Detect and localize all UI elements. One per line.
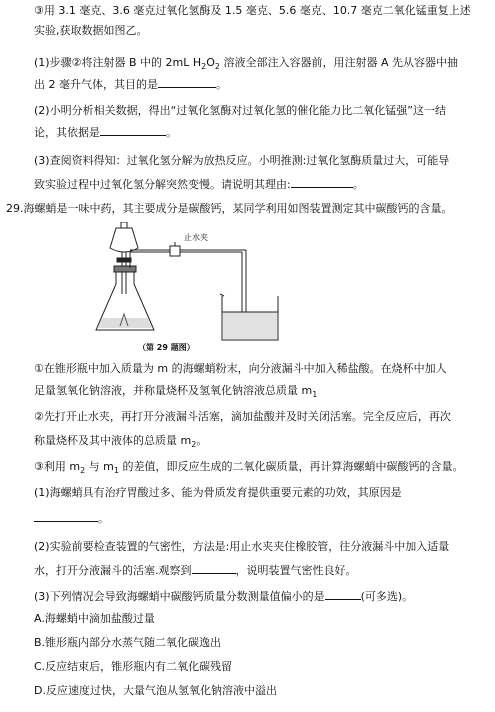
text-part: 。 — [166, 126, 177, 139]
question-2-cont — [34, 124, 495, 140]
text-part: (1)步骤②将注射器 B 中的 2mL H — [34, 56, 202, 69]
part-1: (1)海螺蛸具有治疗胃酸过多、能为骨质发育提供重要元素的功效，其原因是 — [34, 486, 402, 499]
subscript: 2 — [191, 440, 197, 450]
option-c: C.反应结束后，锥形瓶内有二氧化碳残留 — [34, 660, 233, 673]
step-1: ①在锥形瓶中加入质量为 m 的海螺蛸粉末，向分液漏斗中加入稀盐酸。在烧杯中加人 — [34, 362, 447, 375]
step-2: ②先打开止水夹，再打开分液漏斗活塞，滴加盐酸并及时关闭活塞。完全反应后，再次 — [34, 410, 451, 423]
text-part: 。 — [196, 434, 208, 447]
answer-blank[interactable] — [291, 176, 353, 188]
text-part: 。 — [216, 78, 227, 91]
question-3-cont — [34, 176, 495, 192]
step-2-cont — [34, 434, 495, 452]
part-1-cont — [34, 510, 495, 526]
text-part: 与 m — [85, 460, 114, 473]
conical-flask — [96, 266, 154, 330]
question-1 — [34, 56, 495, 74]
option-a: A.海螺蛸中滴加盐酸过量 — [34, 612, 155, 625]
text-part: ③利用 m — [34, 460, 81, 473]
beaker — [220, 294, 278, 340]
clamp-label: 止水夹 — [184, 233, 208, 242]
text-part: 称量烧杯及其中液体的总质量 m — [34, 434, 192, 447]
step-3 — [34, 460, 495, 478]
text-part: 溶液全部注入容器前，用注射器 A 先从容器中抽 — [219, 56, 458, 69]
text-line: 实验,获取数据如图乙。 — [34, 24, 148, 37]
answer-blank[interactable] — [158, 76, 216, 88]
text-part: 的差值，即反应生成的二氧化碳质量，再计算海螺蛸中碳酸钙的含量。 — [118, 460, 464, 473]
text-part: 出 2 毫升气体，其目的是 — [34, 78, 158, 91]
step-1-cont — [34, 384, 495, 402]
subscript: 1 — [113, 466, 119, 476]
question-1-cont — [34, 76, 495, 92]
text-part: 。 — [352, 178, 364, 191]
text-part: 水，打开分液漏斗的活塞.观察到 — [34, 564, 192, 577]
text-part: 论，其依据是 — [34, 126, 100, 139]
subscript: 2 — [80, 466, 86, 476]
question-2: (2)小明分析相关数据，得出“过氧化氢酶对过氧化氢的催化能力比二氧化锰强”这一结 — [34, 104, 446, 117]
text-part: 足量氢氧化钠溶液，并称量烧杯及氢氧化钠溶液总质量 m — [34, 384, 313, 397]
part-3 — [34, 588, 495, 604]
question-29-title: 29.海螺蛸是一味中药，其主要成分是碳酸钙，某同学利用如图装置测定其中碳酸钙的含量。 — [6, 202, 453, 215]
text-part: (可多选)。 — [360, 590, 414, 603]
option-b: B.锥形瓶内部分水蒸气随二氧化碳逸出 — [34, 636, 222, 649]
part-2-cont — [34, 562, 495, 578]
text-line: ③用 3.1 毫克、3.6 毫克过氧化氢酶及 1.5 毫克、5.6 毫克、10.7 毫克二氧化锰重复上述 — [34, 4, 471, 17]
option-d: D.反应速度过快，大量气泡从氢氧化钠溶液中溢出 — [34, 684, 277, 697]
figure-caption: （第 29 题图） — [138, 343, 195, 352]
subscript-2: 2 — [201, 62, 207, 72]
text-part: (3)下列情况会导致海螺蛸中碳酸钙质量分数测量值偏小的是 — [34, 590, 325, 603]
part-2: (2)实验前要检查装置的气密性，方法是:用止水夹夹住橡胶管，往分液漏斗中加入适量 — [34, 540, 450, 553]
text-part: 。 — [98, 512, 109, 525]
answer-blank[interactable] — [192, 562, 236, 574]
subscript-2: 2 — [214, 62, 220, 72]
answer-blank[interactable] — [100, 124, 166, 136]
answer-blank[interactable] — [325, 588, 361, 600]
text-part: ，说明装置气密性良好。 — [235, 564, 357, 577]
text-part: 致实验过程中过氧化氢分解突然变慢。请说明其理由: — [34, 178, 291, 191]
answer-blank[interactable] — [34, 510, 98, 522]
question-3: (3)查阅资料得知：过氧化氢分解为放热反应。小明推测:过氧化氢酶质量过大，可能导 — [34, 154, 450, 167]
apparatus-figure — [92, 222, 300, 354]
text-part: O — [206, 56, 215, 69]
subscript: 1 — [312, 390, 318, 400]
